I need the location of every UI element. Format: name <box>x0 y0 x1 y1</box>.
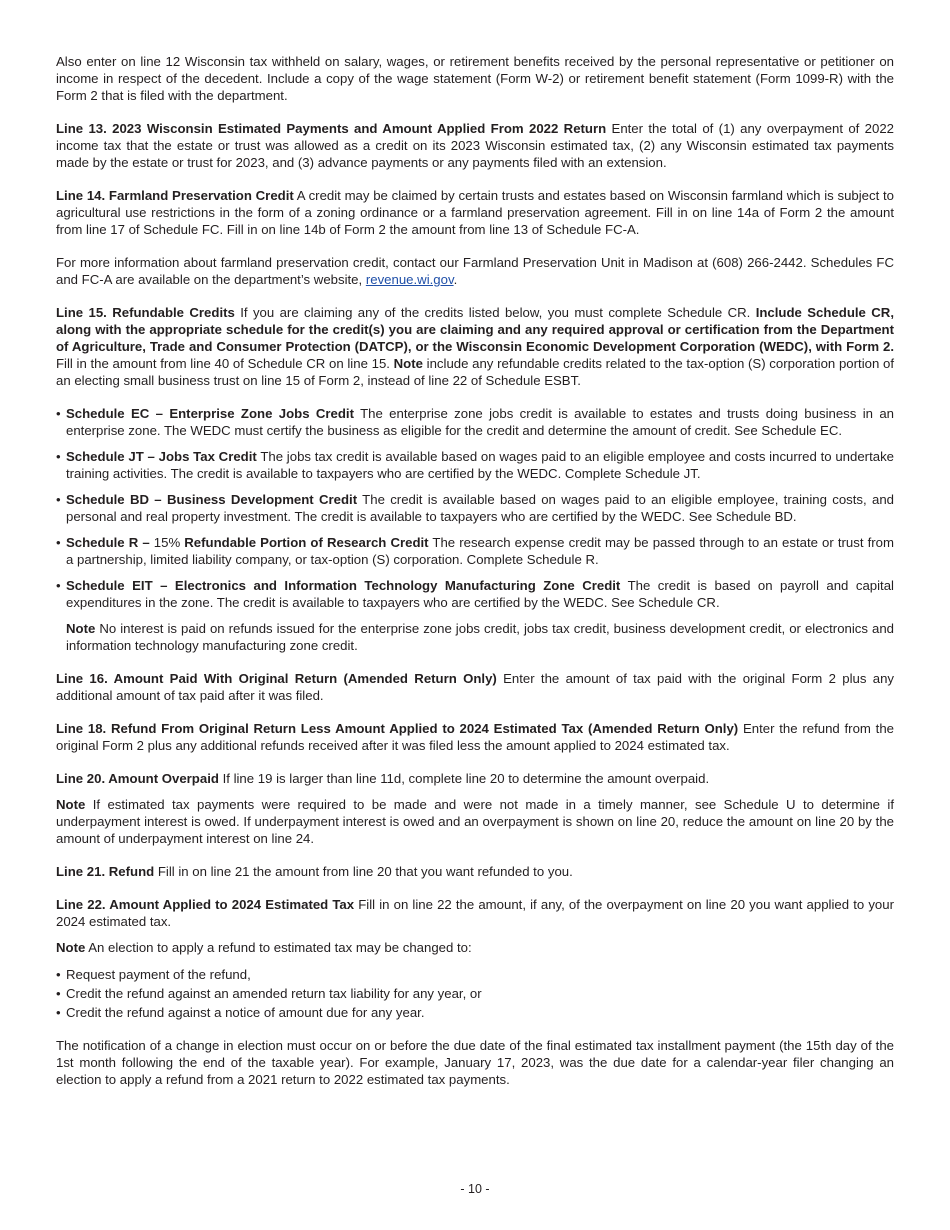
election-option: • Credit the refund against a notice of amount due for any year. <box>56 1004 894 1021</box>
credit-title: Schedule JT – Jobs Tax Credit <box>66 449 257 464</box>
line22-note-text: An election to apply a refund to estimated tax may be changed to: <box>85 940 472 955</box>
election-option: • Request payment of the refund, <box>56 966 894 983</box>
line20-note-text: If estimated tax payments were required to be made and were not made in a timely manner, see Schedule U to determine if underpayment interest is owed. If underpayment interest is owed and an overpayment is shown on line 20, reduce the amount on line 20 by the amount of underpayment interest on line 24. <box>56 797 894 846</box>
election-option: • Credit the refund against an amended return tax liability for any year, or <box>56 985 894 1002</box>
line18-text: Enter the refund from the original Form 2 plus any additional refunds received after it was filed less the amount applied to 2024 estimated tax. <box>56 721 894 753</box>
credit-text: The research expense credit may be passed through to an estate or trust from a partnership, limited liability company, or tax-option (S) corporation. Complete Schedule R. <box>66 535 894 567</box>
credits-note-label: Note <box>66 621 96 636</box>
credit-text: The credit is available based on wages paid to an eligible employee, training costs, and personal and real property investment. The credit is available to taxpayers who are certified by the WEDC. See Schedule BD. <box>66 492 894 524</box>
line14-heading: Line 14. Farmland Preservation Credit <box>56 188 294 203</box>
line22-note-paragraph <box>56 939 894 956</box>
line20-note-label: Note <box>56 797 86 812</box>
line12-continuation-paragraph: Also enter on line 12 Wisconsin tax withheld on salary, wages, or retirement benefits received by the personal representative or petitioner on income in respect of the decedent. Include a copy of the wage statement (Form W-2) or retirement benefit statement (Form 1099-R) with the Form 2 that is filed with the department. <box>56 54 894 103</box>
line15-bold-instruction: Include Schedule CR, along with the appropriate schedule for the credit(s) you are claiming and any required approval or certification from the Department of Agriculture, Trade and Consumer Protection (DATCP), or the Wisconsin Economic Development Corporation (WEDC), with Form 2. <box>56 305 894 354</box>
line20-paragraph <box>56 770 894 787</box>
line21-paragraph <box>56 863 894 880</box>
credit-item-bd <box>56 491 894 525</box>
line15-text2: Fill in the amount from line 40 of Schedule CR on line 15. <box>56 356 394 371</box>
revenue-website-link[interactable]: revenue.wi.gov <box>365 272 454 287</box>
credits-note-paragraph <box>66 620 894 654</box>
credit-item-r <box>56 534 894 568</box>
credit-item-jt <box>56 448 894 482</box>
line16-paragraph <box>56 670 894 704</box>
line15-text1: If you are claiming any of the credits listed below, you must complete Schedule CR. <box>234 305 756 320</box>
line14-paragraph <box>56 187 894 238</box>
line22-heading: Line 22. Amount Applied to 2024 Estimated Tax <box>56 897 355 912</box>
farmland-info-paragraph <box>56 254 894 288</box>
line16-heading: Line 16. Amount Paid With Original Return (Amended Return Only) <box>56 671 497 686</box>
line13-paragraph <box>56 120 894 171</box>
line13-heading: Line 13. 2023 Wisconsin Estimated Payments and Amount Applied From 2022 Return <box>56 121 607 136</box>
credit-title: Schedule R – <box>66 535 150 550</box>
credits-note-text: No interest is paid on refunds issued for the enterprise zone jobs credit, jobs tax credit, business development credit, or electronics and information technology manufacturing zone credit. <box>66 621 894 653</box>
line21-text: Fill in on line 21 the amount from line 20 that you want refunded to you. <box>154 864 573 879</box>
line22-text: Fill in on line 22 the amount, if any, of the overpayment on line 20 you want applied to your 2024 estimated tax. <box>56 897 894 929</box>
line22-note-label: Note <box>56 940 86 955</box>
line22-paragraph <box>56 896 894 930</box>
line13-text: Enter the total of (1) any overpayment of 2022 income tax that the estate or trust was allowed as a credit on its 2023 Wisconsin estimated tax, (2) any Wisconsin estimated tax payments made by the estate or trust for 2023, and (3) advance payments or any payments filed with an extension. <box>56 121 895 170</box>
election-change-paragraph: The notification of a change in election must occur on or before the due date of the final estimated tax installment payment (the 15th day of the 1st month following the end of the taxable year). For example, January 17, 2023, was the due date for a calendar-year filer changing an election to apply a refund from a 2021 return to 2022 estimated tax payments. <box>56 1038 894 1087</box>
line20-heading: Line 20. Amount Overpaid <box>56 771 219 786</box>
line20-note-paragraph <box>56 796 894 847</box>
credit-item-eit <box>56 577 894 611</box>
credit-title: Schedule BD – Business Development Credit <box>66 492 358 507</box>
line16-text: Enter the amount of tax paid with the original Form 2 plus any additional amount of tax paid after it was filed. <box>56 671 894 703</box>
farmland-info-end: . <box>453 272 458 287</box>
line21-heading: Line 21. Refund <box>56 864 155 879</box>
credit-text: The credit is based on payroll and capital expenditures in the zone. The credit is available to taxpayers who are certified by the WEDC. See Schedule CR. <box>66 578 894 610</box>
line14-text: A credit may be claimed by certain trusts and estates based on Wisconsin farmland which is subject to agricultural use restrictions in the form of a zoning ordinance or a farmland preservation agreement. Fill in on line 14a of Form 2 the amount from line 17 of Schedule FC. Fill in on line 14b of Form 2 the amount from line 13 of Schedule FC-A. <box>56 188 894 237</box>
election-options-list <box>56 966 894 1021</box>
line15-heading: Line 15. Refundable Credits <box>56 305 235 320</box>
credit-title: Schedule EC – Enterprise Zone Jobs Credit <box>66 406 354 421</box>
credit-title: Schedule EIT – Electronics and Information Technology Manufacturing Zone Credit <box>66 578 621 593</box>
line15-text3: include any refundable credits related to the tax-option (S) corporation portion of an electing small business trust on line 15 of Form 2, instead of line 22 of Schedule ESBT. <box>56 356 894 388</box>
line18-heading: Line 18. Refund From Original Return Less Amount Applied to 2024 Estimated Tax (Amended Return Only) <box>56 721 739 736</box>
line15-note-label: Note <box>393 356 423 371</box>
line20-text: If line 19 is larger than line 11d, complete line 20 to determine the amount overpaid. <box>218 771 710 786</box>
credit-title-2: Refundable Portion of Research Credit <box>184 535 429 550</box>
credit-text: The jobs tax credit is available based on wages paid to an eligible employee and costs incurred to undertake training activities. The credit is available to taxpayers who are certified by the WEDC. Complete Schedule JT. <box>66 449 894 481</box>
line18-paragraph <box>56 720 894 754</box>
credit-mid: 15% <box>149 535 185 550</box>
line15-paragraph <box>56 304 894 389</box>
credit-item-ec <box>56 405 894 439</box>
page-number: - 10 - <box>460 1182 490 1196</box>
farmland-info-text: For more information about farmland preservation credit, contact our Farmland Preservation Unit in Madison at (608) 266-2442. Schedules FC and FC-A are available on the department’s website, <box>56 255 894 287</box>
credit-text: The enterprise zone jobs credit is available to estates and trusts doing business in an enterprise zone. The WEDC must certify the business as eligible for the credit and determine the amount of credit. See Schedule EC. <box>66 406 894 438</box>
refundable-credits-list <box>56 405 894 611</box>
